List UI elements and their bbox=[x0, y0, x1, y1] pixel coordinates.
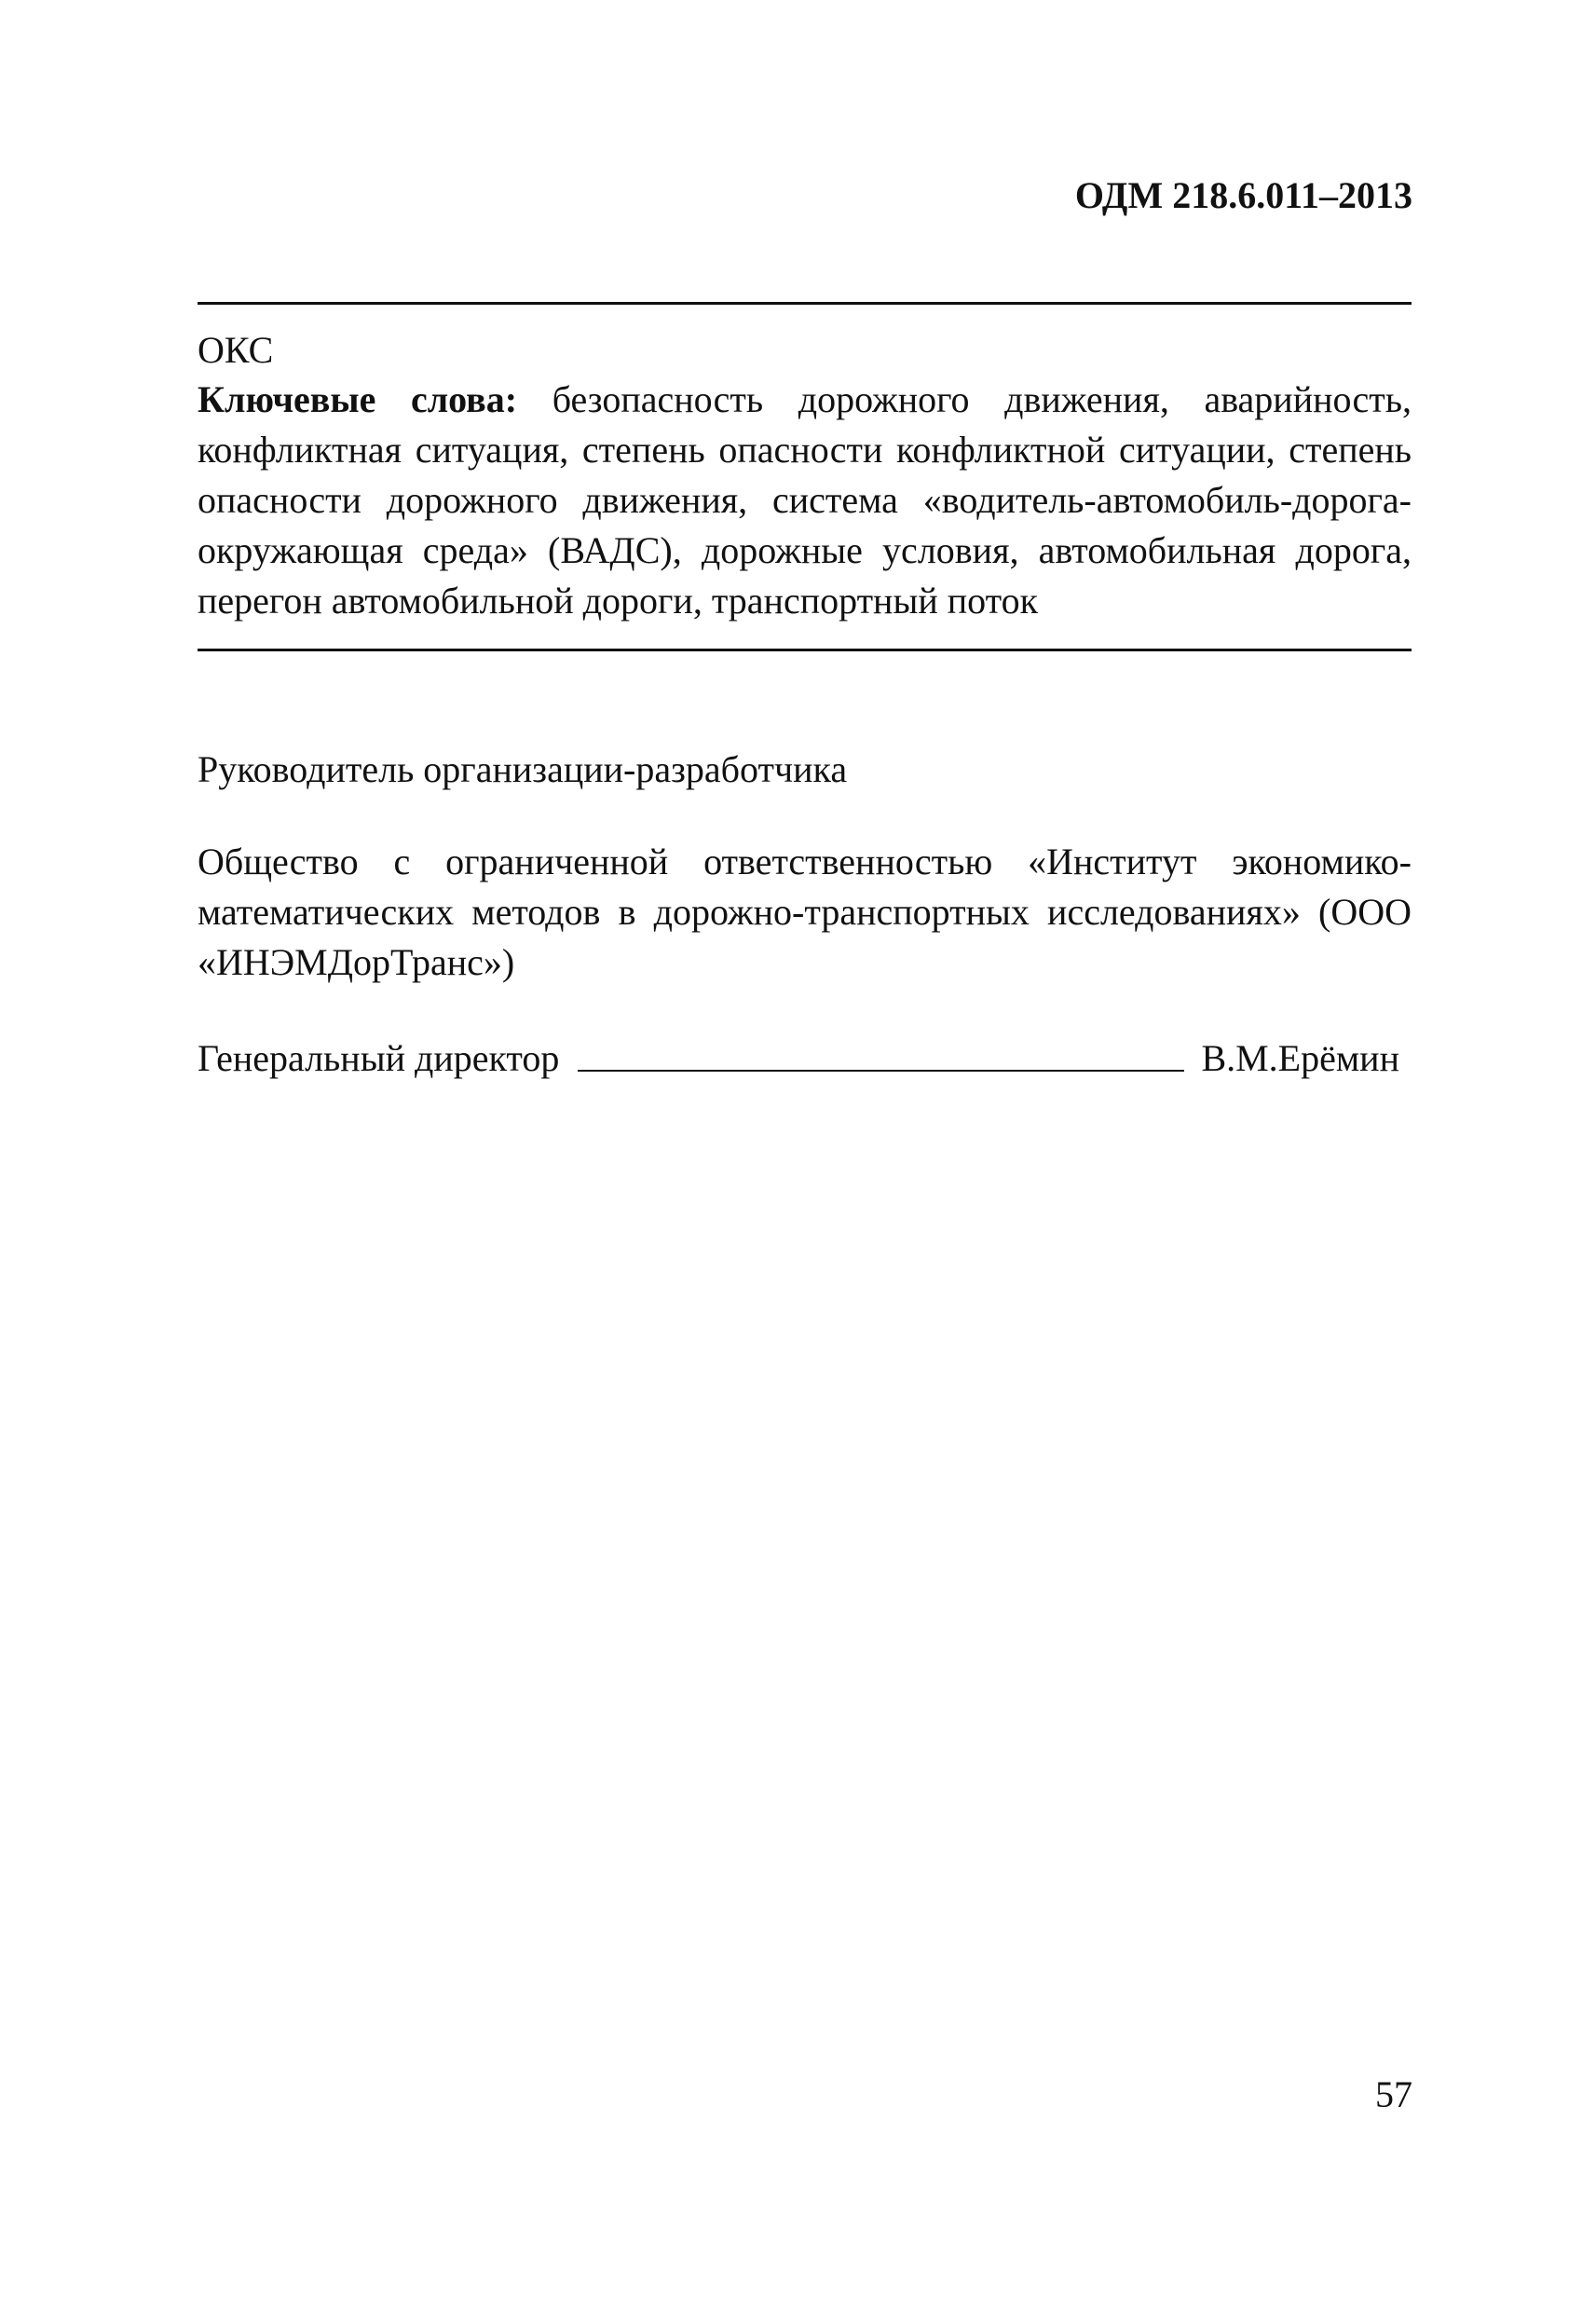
top-divider bbox=[198, 302, 1412, 305]
keywords-text: безопасность дорожного движения, аварийность, конфликтная ситуация, степень опасности конфликтной ситуации, степень опасности дорожного движения, система «водитель-автомобиль-дорога-окружающая среда» (ВАДС), дорожные условия, автомобильная дорога, перегон автомобильной дороги, транспортный поток bbox=[198, 378, 1412, 622]
keywords-paragraph bbox=[198, 375, 1412, 626]
signatory-name: В.М.Ерёмин bbox=[1201, 1037, 1399, 1079]
signature-blank bbox=[578, 1069, 1184, 1072]
oks-label: ОКС bbox=[198, 329, 274, 371]
developer-heading: Руководитель организации-разработчика bbox=[198, 748, 848, 790]
signature-line bbox=[198, 1031, 1399, 1081]
page-number: 57 bbox=[1375, 2073, 1412, 2115]
signatory-role: Генеральный директор bbox=[198, 1037, 560, 1079]
bottom-divider bbox=[198, 649, 1412, 651]
document-code: ОДМ 218.6.011–2013 bbox=[1074, 174, 1412, 216]
keywords-label: Ключевые слова: bbox=[198, 378, 518, 420]
developer-organization: Общество с ограниченной ответственностью «Институт экономико-математических методов в дорожно-транспортных исследованиях» (ООО «ИНЭМДорТранс») bbox=[198, 841, 1412, 983]
